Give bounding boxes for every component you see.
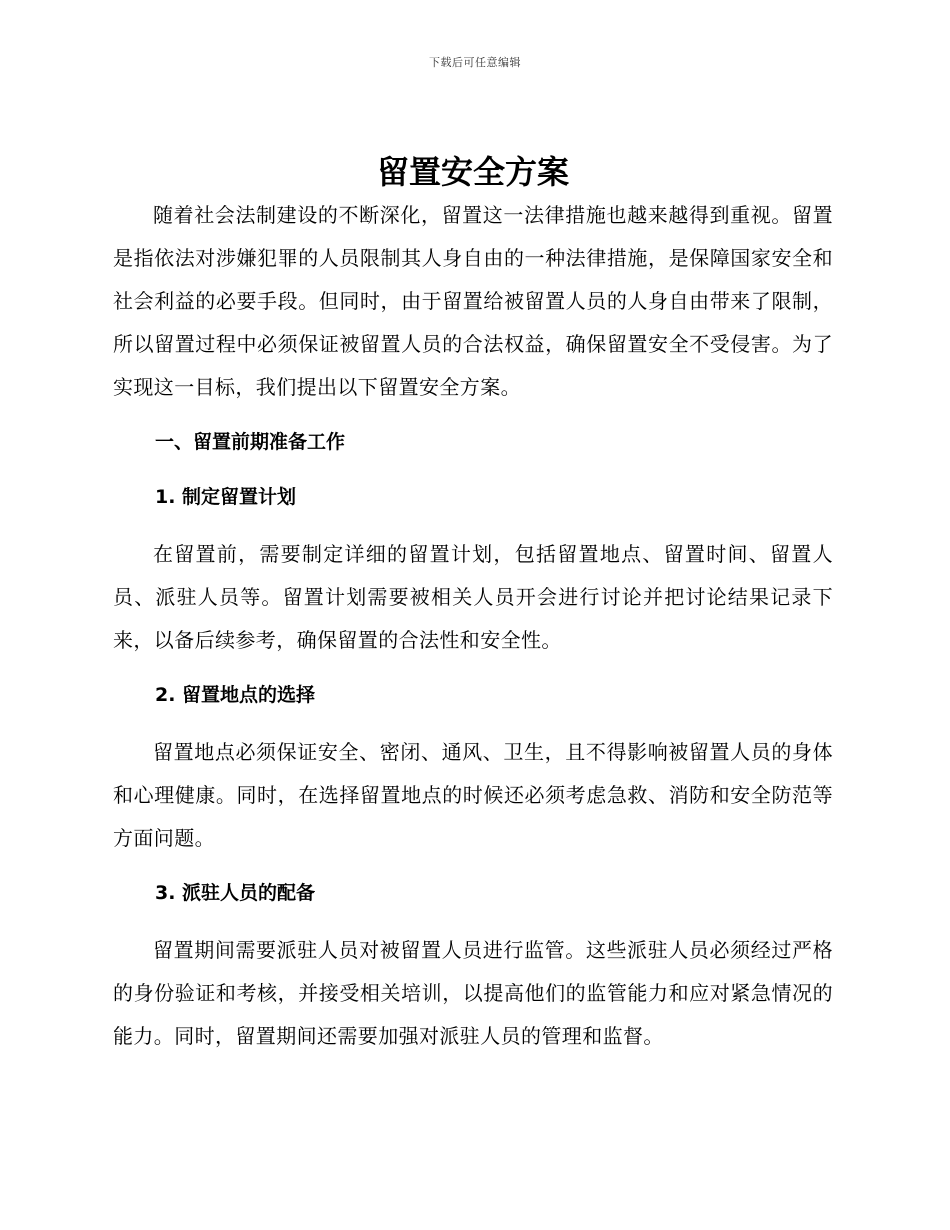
intro-paragraph: 随着社会法制建设的不断深化，留置这一法律措施也越来越得到重视。留置是指依法对涉嫌犯罪的人员限制其人身自由的一种法律措施，是保障国家安全和社会利益的必要手段。但同时，由于留置给被留置人员的人身自由带来了限制，所以留置过程中必须保证被留置人员的合法权益，确保留置安全不受侵害。为了实现这一目标，我们提出以下留置安全方案。 — [113, 203, 833, 399]
subsection-heading-2: 2. 留置地点的选择 — [155, 684, 316, 706]
subsection-heading-1: 1. 制定留置计划 — [155, 486, 297, 508]
document-body — [113, 150, 833, 1058]
subsection-heading-3: 3. 派驻人员的配备 — [155, 882, 316, 904]
section-heading-1: 一、留置前期准备工作 — [155, 431, 346, 453]
document-title: 留置安全方案 — [376, 153, 569, 191]
subsection-paragraph-1: 在留置前，需要制定详细的留置计划，包括留置地点、留置时间、留置人员、派驻人员等。留置计划需要被相关人员开会进行讨论并把讨论结果记录下来，以备后续参考，确保留置的合法性和安全性。 — [113, 542, 833, 652]
subsection-paragraph-3: 留置期间需要派驻人员对被留置人员进行监管。这些派驻人员必须经过严格的身份验证和考核，并接受相关培训，以提高他们的监管能力和应对紧急情况的能力。同时，留置期间还需要加强对派驻人员的管理和监督。 — [113, 938, 833, 1048]
subsection-paragraph-2: 留置地点必须保证安全、密闭、通风、卫生，且不得影响被留置人员的身体和心理健康。同时，在选择留置地点的时候还必须考虑急救、消防和安全防范等方面问题。 — [113, 740, 833, 850]
page-header-note: 下载后可任意编辑 — [429, 56, 521, 69]
